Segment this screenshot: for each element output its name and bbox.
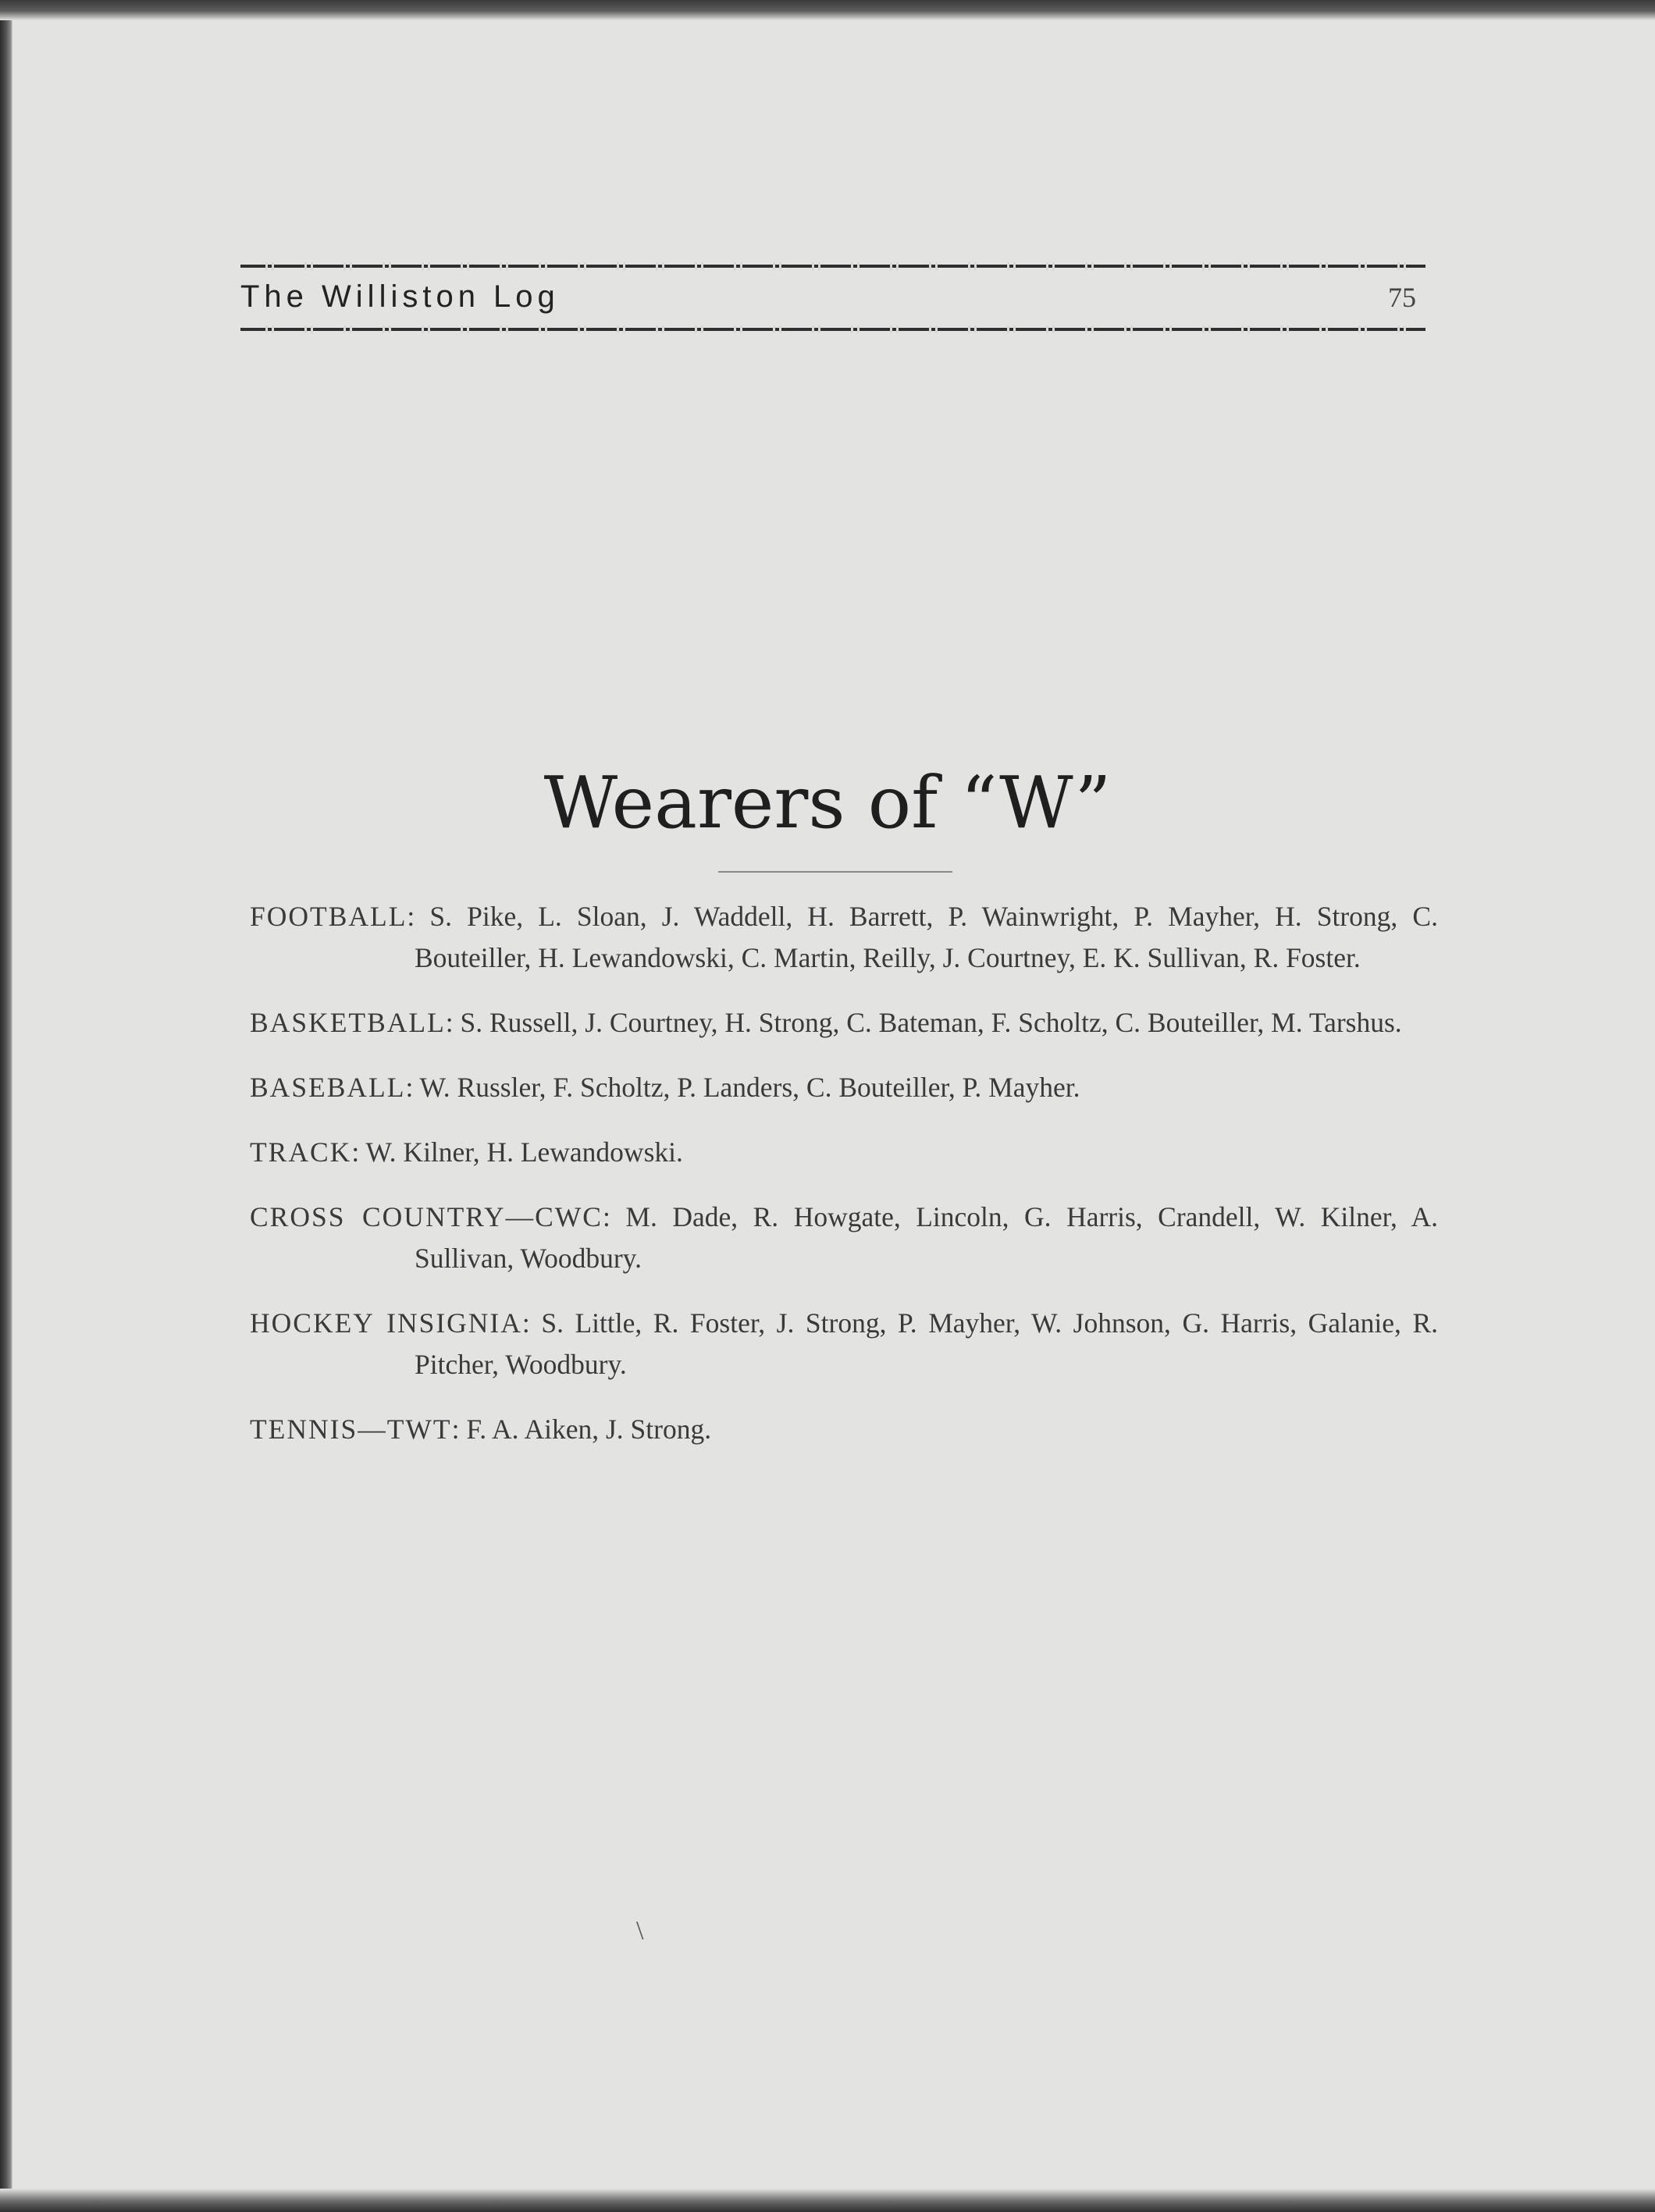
names-list: S. Pike, L. Sloan, J. Waddell, H. Barrett, P. Wainwright, P. Mayher, H. Strong, C. Bouteiller, H. Lewandowski, C. Martin, Reilly, J. Courtney, E. K. Sullivan, R. Foster. (415, 901, 1438, 973)
sport-label: TENNIS—TWT (250, 1414, 452, 1445)
names-list: M. Dade, R. Howgate, Lincoln, G. Harris, Crandell, W. Kilner, A. Sullivan, Woodbury. (415, 1201, 1439, 1274)
entry-hockey: HOCKEY INSIGNIA: S. Little, R. Foster, J. Strong, P. Mayher, W. Johnson, G. Harris, Galanie, R. Pitcher, Woodbury. (250, 1307, 1438, 1380)
running-head-bottom-rule (240, 325, 1425, 333)
sport-label: TRACK (250, 1136, 352, 1168)
names-list: W. Kilner, H. Lewandowski. (365, 1136, 683, 1168)
entry-cross-country: CROSS COUNTRY—CWC: M. Dade, R. Howgate, Lincoln, G. Harris, Crandell, W. Kilner, A. Sullivan, Woodbury. (250, 1201, 1439, 1274)
running-head-row (240, 279, 1425, 315)
sport-label: FOOTBALL (250, 901, 408, 932)
sport-label: HOCKEY INSIGNIA (250, 1307, 522, 1339)
title-rule (718, 871, 952, 873)
names-list: F. A. Aiken, J. Strong. (466, 1414, 712, 1445)
running-head (240, 262, 1425, 333)
page-bottom-edge (0, 2189, 1655, 2212)
names-list: W. Russler, F. Scholtz, P. Landers, C. Bouteiller, P. Mayher. (419, 1072, 1080, 1103)
page-top-edge (0, 0, 1655, 20)
page-number: 75 (1388, 282, 1416, 313)
page-title: Wearers of “W” (543, 761, 1112, 845)
names-list: S. Russell, J. Courtney, H. Strong, C. Bateman, F. Scholtz, C. Bouteiller, M. Tarshus. (460, 1007, 1402, 1038)
sport-label: BASKETBALL (250, 1007, 446, 1038)
entry-basketball: BASKETBALL: S. Russell, J. Courtney, H. Strong, C. Bateman, F. Scholtz, C. Bouteiller, M. Tarshus. (250, 1007, 1402, 1038)
entry-football: FOOTBALL: S. Pike, L. Sloan, J. Waddell, H. Barrett, P. Wainwright, P. Mayher, H. Strong, C. Bouteiller, H. Lewandowski, C. Martin, Reilly, J. Courtney, E. K. Sullivan, R. Foster. (250, 901, 1438, 973)
running-head-title: The Williston Log (240, 279, 560, 314)
stray-ink-mark: \ (636, 1916, 644, 1945)
entry-baseball: BASEBALL: W. Russler, F. Scholtz, P. Landers, C. Bouteiller, P. Mayher. (250, 1072, 1080, 1103)
sport-label: CROSS COUNTRY—CWC (250, 1201, 603, 1232)
letter-wearers-list (250, 896, 1438, 1474)
running-head-top-rule (240, 262, 1425, 270)
names-list: S. Little, R. Foster, J. Strong, P. Mayher, W. Johnson, G. Harris, Galanie, R. Pitcher, Woodbury. (415, 1307, 1438, 1380)
sport-label: BASEBALL (250, 1072, 406, 1103)
entry-tennis: TENNIS—TWT: F. A. Aiken, J. Strong. (250, 1414, 712, 1445)
entry-track: TRACK: W. Kilner, H. Lewandowski. (250, 1136, 683, 1168)
page-binding-edge (0, 0, 12, 2212)
